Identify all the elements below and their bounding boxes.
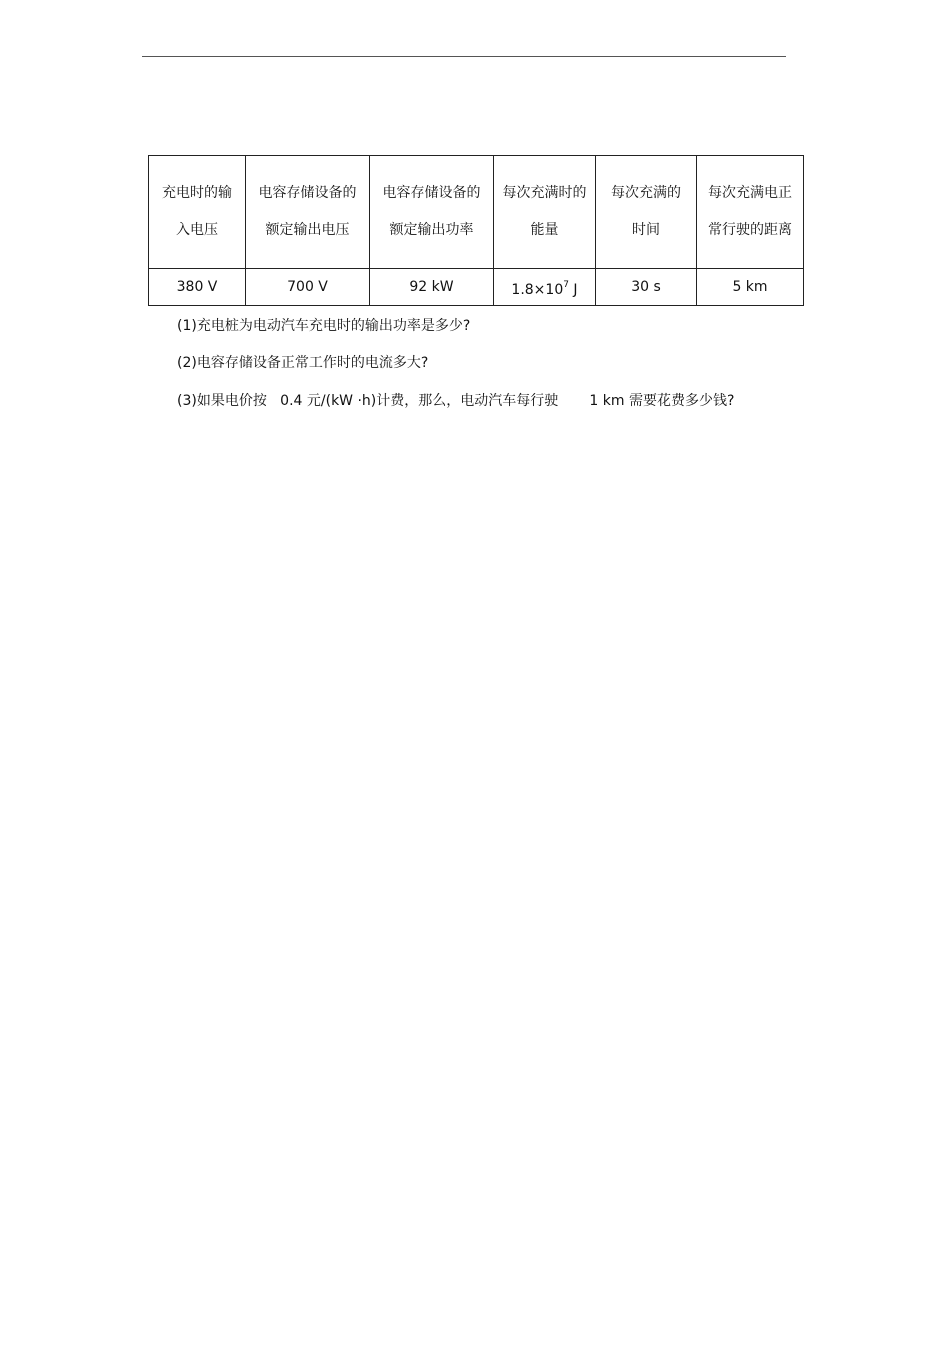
question-3: (3)如果电价按 0.4 元/(kW ·h)计费，那么，电动汽车每行驶 1 km 需要花费多少钱? <box>177 393 735 409</box>
cell-energy <box>494 269 596 306</box>
question-1: (1)充电桩为电动汽车充电时的输出功率是多少? <box>177 318 471 334</box>
header-rule <box>142 56 786 57</box>
header-output-voltage: 电容存储设备的额定输出电压 <box>246 156 370 269</box>
question-2: (2)电容存储设备正常工作时的电流多大? <box>177 355 429 371</box>
cell-output-power: 92 kW <box>370 269 494 306</box>
header-energy: 每次充满时的能量 <box>494 156 596 269</box>
table-row <box>149 269 804 306</box>
energy-mantissa: 1.8×10 <box>511 281 564 298</box>
cell-output-voltage: 700 V <box>246 269 370 306</box>
spec-table <box>148 155 804 306</box>
header-output-power: 电容存储设备的额定输出功率 <box>370 156 494 269</box>
table-header-row <box>149 156 804 269</box>
cell-charge-time: 30 s <box>596 269 697 306</box>
cell-input-voltage: 380 V <box>149 269 246 306</box>
cell-distance: 5 km <box>697 269 804 306</box>
energy-unit: J <box>568 281 578 298</box>
header-distance: 每次充满电正常行驶的距离 <box>697 156 804 269</box>
energy-exponent: 7 <box>563 279 569 290</box>
header-charge-time: 每次充满的时间 <box>596 156 697 269</box>
header-input-voltage: 充电时的输入电压 <box>149 156 246 269</box>
